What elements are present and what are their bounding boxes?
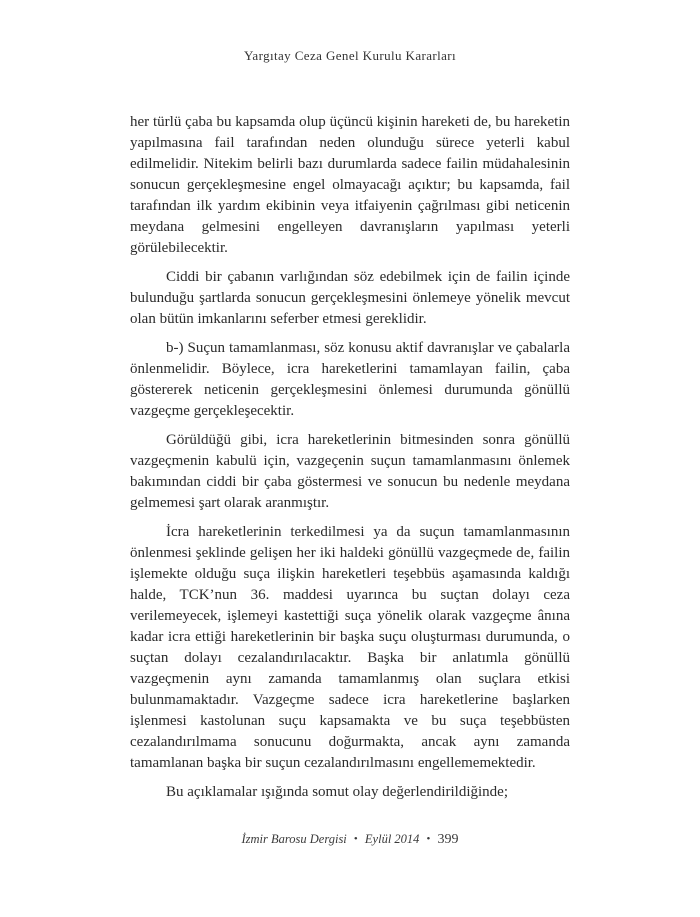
body-text: [130, 112, 570, 803]
page-footer: [0, 832, 700, 848]
footer-separator: •: [353, 833, 358, 845]
issue-date: Eylül 2014: [364, 832, 420, 846]
paragraph: İcra hareketlerinin terkedilmesi ya da suçun tamamlanmasının önlenmesi şeklinde gelişen her iki haldeki gönüllü vazgeçmede de, failin işlemekte olduğu suça ilişkin hareketleri teşebbüs aşamasında kaldığı halde, TCK’nun 36. maddesi uyarınca bu suçtan dolayı ceza verilemeyecek, işlemeyi kastettiği suça yönelik olarak vazgeçme ânına kadar icra ettiği hareketlerinin bir başka suçu oluşturması durumunda, o suçtan dolayı cezalandırılacaktır. Başka bir anlatımla gönüllü vazgeçmenin aynı zamanda tamamlanmış olan suçlara etkisi bulunmamaktadır. Vazgeçme sadece icra hareketlerine başlarken işlenmesi kastolunan suçu kapsamakta ve bu suça teşebbüsten cezalandırılmama sonucunu doğurmakta, ancak aynı zamanda tamamlanan başka bir suçun cezalandırılmasını engellememektedir.: [130, 524, 570, 771]
running-header: Yargıtay Ceza Genel Kurulu Kararları: [243, 48, 457, 63]
paragraph: Görüldüğü gibi, icra hareketlerinin bitmesinden sonra gönüllü vazgeçmenin kabulü için, vazgeçenin suçun tamamlanmasını önlemek bakımından ciddi bir çaba göstermesi ve sonucun bu nedenle meydana gelmemesi şart olarak aranmıştır.: [130, 432, 570, 511]
footer-separator: •: [426, 833, 431, 845]
paragraph: her türlü çaba bu kapsamda olup üçüncü kişinin hareketi de, bu hareketin yapılmasına fail tarafından neden olunduğu sürece yeterli kabul edilmelidir. Nitekim belirli bazı durumlarda sadece failin müdahalesinin sonucun gerçekleşmesine engel olmayacağı açıktır; bu kapsamda, fail tarafından ilk yardım ekibinin veya itfaiyenin çağrılması gibi neticenin meydana gelmesini engelleyen davranışların yapılması yeterli görülebilecektir.: [130, 114, 570, 256]
paragraph: b-) Suçun tamamlanması, söz konusu aktif davranışlar ve çabalarla önlenmelidir. Böylece, icra hareketlerini tamamlayan failin, çaba göstererek neticenin gerçekleşmesini önlemesi durumunda gönüllü vazgeçme gerçekleşecektir.: [130, 340, 570, 419]
journal-name: İzmir Barosu Dergisi: [241, 832, 347, 846]
paragraph: Bu açıklamalar ışığında somut olay değerlendirildiğinde;: [166, 784, 508, 800]
paragraph: Ciddi bir çabanın varlığından söz edebilmek için de failin içinde bulunduğu şartlarda sonucun gerçekleşmesini önlemeye yönelik mevcut olan bütün imkanlarını seferber etmesi gereklidir.: [130, 269, 570, 327]
page-number: 399: [437, 832, 459, 847]
